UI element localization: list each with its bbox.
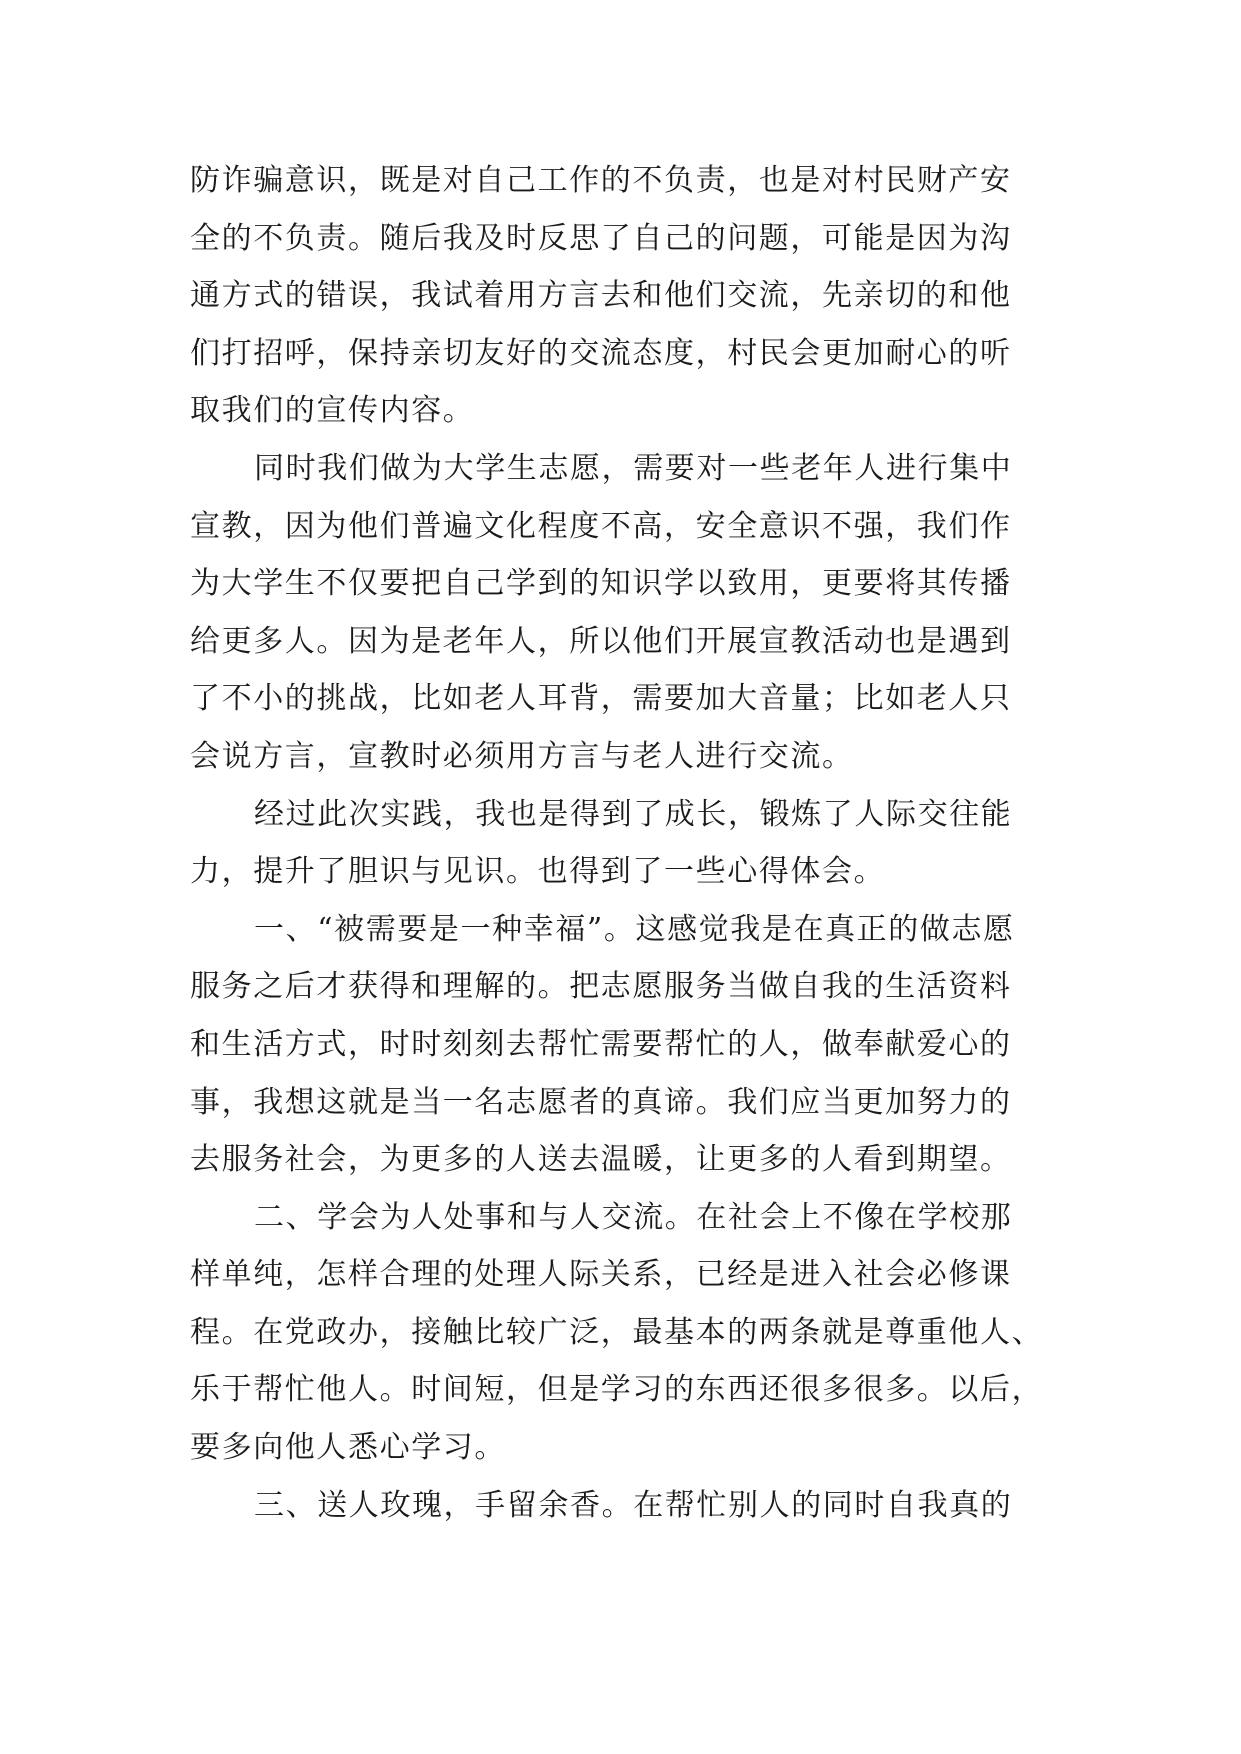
text-line: 去服务社会，为更多的人送去温暖，让更多的人看到期望。 xyxy=(190,1142,1012,1178)
text-line: 力，提升了胆识与见识。也得到了一些心得体会。 xyxy=(190,854,886,890)
paragraph-first-line: 三、送人玫瑰，手留余香。在帮忙别人的同时自我真的 xyxy=(254,1487,1013,1523)
paragraph-first-line: 一、“被需要是一种幸福”。这感觉我是在真正的做志愿 xyxy=(254,911,1015,947)
text-line: 防诈骗意识，既是对自己工作的不负责，也是对村民财产安 xyxy=(190,163,1012,198)
text-line: 会说方言，宣教时必须用方言与老人进行交流。 xyxy=(190,738,854,774)
text-line: 服务之后才获得和理解的。把志愿服务当做自我的生活资料 xyxy=(190,969,1012,1005)
text-line: 通方式的错误，我试着用方言去和他们交流，先亲切的和他 xyxy=(190,278,1012,314)
paragraph-first-line: 二、学会为人处事和与人交流。在社会上不像在学校那 xyxy=(254,1199,1013,1235)
text-line: 事，我想这就是当一名志愿者的真谛。我们应当更加努力的 xyxy=(190,1084,1012,1120)
text-line: 们打招呼，保持亲切友好的交流态度，村民会更加耐心的听 xyxy=(190,335,1012,371)
paragraph-first-line: 同时我们做为大学生志愿，需要对一些老年人进行集中 xyxy=(254,450,1013,486)
text-line: 取我们的宣传内容。 xyxy=(190,393,475,429)
body-text xyxy=(190,152,1058,1534)
text-line: 和生活方式，时时刻刻去帮忙需要帮忙的人，做奉献爱心的 xyxy=(190,1026,1012,1062)
paragraph-first-line: 经过此次实践，我也是得到了成长，锻炼了人际交往能 xyxy=(254,796,1013,832)
text-line: 乐于帮忙他人。时间短，但是学习的东西还很多很多。以后， xyxy=(190,1372,1044,1408)
text-line: 为大学生不仅要把自己学到的知识学以致用，更要将其传播 xyxy=(190,566,1012,602)
text-line: 宣教，因为他们普遍文化程度不高，安全意识不强，我们作 xyxy=(190,508,1012,544)
text-line: 了不小的挑战，比如老人耳背，需要加大音量；比如老人只 xyxy=(190,681,1012,717)
text-line: 要多向他人悉心学习。 xyxy=(190,1430,506,1466)
text-line: 样单纯，怎样合理的处理人际关系，已经是进入社会必修课 xyxy=(190,1257,1012,1293)
text-line: 全的不负责。随后我及时反思了自己的问题，可能是因为沟 xyxy=(190,220,1012,256)
text-line: 给更多人。因为是老年人，所以他们开展宣教活动也是遇到 xyxy=(190,623,1012,659)
text-line: 程。在党政办，接触比较广泛，最基本的两条就是尊重他人、 xyxy=(190,1314,1044,1350)
